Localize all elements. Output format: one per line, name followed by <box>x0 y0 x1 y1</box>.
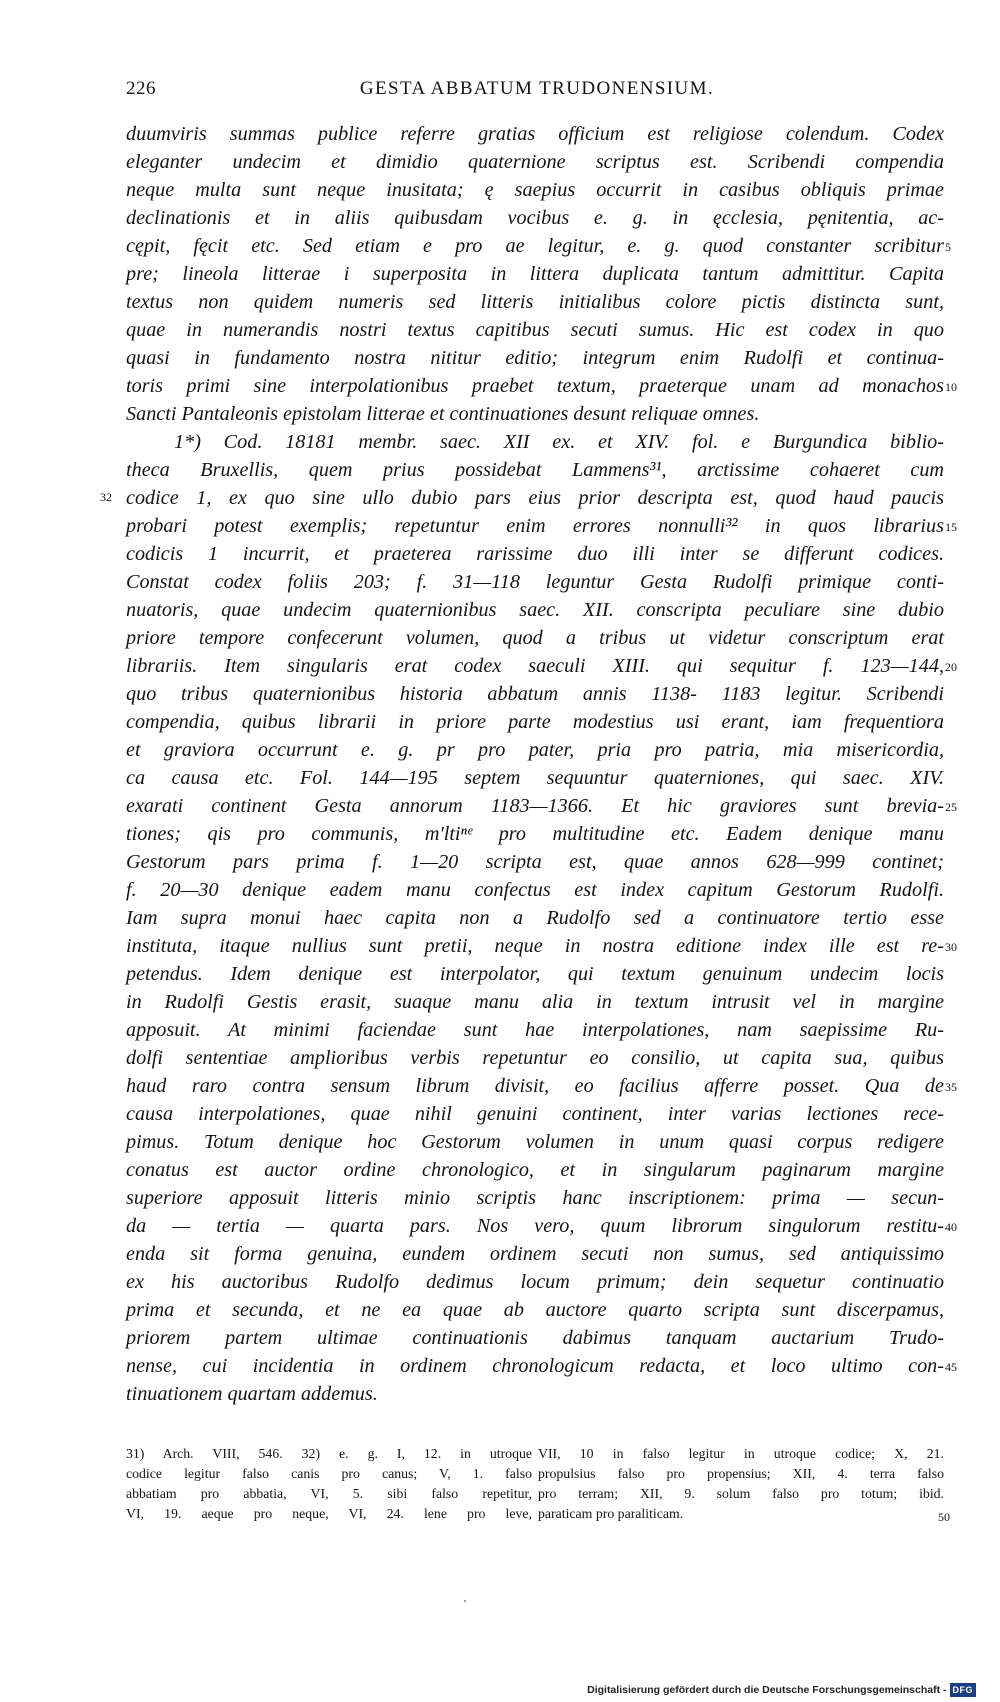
text-line: causa interpolationes, quae nihil genuini continent, inter varias lectiones rece- <box>126 1103 944 1125</box>
margin-line-number: 15 <box>945 520 957 534</box>
text-line: nuatoris, quae undecim quaternionibus saec. XII. conscripta peculiare sine dubio <box>126 599 944 621</box>
text-line: toris primi sine interpolationibus praebet textum, praeterque unam ad monachos <box>126 375 944 397</box>
text-line: quae in numerandis nostri textus capitibus secuti sumus. Hic est codex in quo <box>126 319 944 341</box>
margin-line-number: 32 <box>100 490 112 504</box>
text-line: ex his auctoribus Rudolfo dedimus locum primum; dein sequetur continuatio <box>126 1271 944 1293</box>
text-line: superiore apposuit litteris minio scriptis hanc inscriptionem: prima — secun- <box>126 1187 944 1209</box>
text-line: eleganter undecim et dimidio quaternione scriptus est. Scribendi compendia <box>126 151 944 173</box>
margin-line-number: 50 <box>938 1510 950 1524</box>
digitization-credit <box>587 1682 976 1698</box>
footnote-line: propulsius falso pro propensius; XII, 4. terra falso <box>538 1466 944 1481</box>
text-line: Iam supra monui haec capita non a Rudolfo sed a continuatore tertio esse <box>126 907 944 929</box>
footnote-column-left <box>126 1444 532 1524</box>
text-line: priore tempore confecerunt volumen, quod a tribus ut videtur conscriptum erat <box>126 627 944 649</box>
text-line: conatus est auctor ordine chronologico, et in singularum paginarum margine <box>126 1159 944 1181</box>
margin-line-number: 10 <box>945 380 957 394</box>
text-line: theca Bruxellis, quem prius possidebat Lammens³¹, arctissime cohaeret cum <box>126 459 944 481</box>
margin-line-number: 5 <box>945 240 951 254</box>
margin-line-number: 45 <box>945 1360 957 1374</box>
text-line: petendus. Idem denique est interpolator, qui textum genuinum undecim locis <box>126 963 944 985</box>
margin-line-number: 25 <box>945 800 957 814</box>
running-header <box>126 78 948 108</box>
text-line: apposuit. At minimi faciendae sunt hae interpolationes, nam saepissime Ru- <box>126 1019 944 1041</box>
text-line: priorem partem ultimae continuationis dabimus tanquam auctarium Trudo- <box>126 1327 944 1349</box>
text-line: enda sit forma genuina, eundem ordinem secuti non sumus, sed antiquissimo <box>126 1243 944 1265</box>
text-line: duumviris summas publice referre gratias officium est religiose colendum. Codex <box>126 123 944 145</box>
text-line: f. 20—30 denique eadem manu confectus est index capitum Gestorum Rudolfi. <box>126 879 944 901</box>
margin-line-number: 20 <box>945 660 957 674</box>
footnote-line: VI, 19. aeque pro neque, VI, 24. lene pro leve, <box>126 1506 532 1521</box>
text-line: ca causa etc. Fol. 144—195 septem sequuntur quaterniones, qui saec. XIV. <box>126 767 944 789</box>
text-line: Gestorum pars prima f. 1—20 scripta est, quae annos 628—999 continet; <box>126 851 944 873</box>
text-line: quo tribus quaternionibus historia abbatum annis 1138- 1183 legitur. Scribendi <box>126 683 944 705</box>
text-line: Constat codex foliis 203; f. 31—118 leguntur Gesta Rudolfi primique conti- <box>126 571 944 593</box>
scan-speck <box>464 1600 466 1602</box>
text-line: haud raro contra sensum librum divisit, eo facilius afferre posset. Qua de <box>126 1075 944 1097</box>
margin-line-number: 40 <box>945 1220 957 1234</box>
text-line: probari potest exemplis; repetuntur enim errores nonnulli³² in quos librarius <box>126 515 944 537</box>
text-line: neque multa sunt neque inusitata; ę saepius occurrit in casibus obliquis primae <box>126 179 944 201</box>
text-line: codicis 1 incurrit, et praeterea rarissime duo illi inter se differunt codices. <box>126 543 944 565</box>
page-number: 226 <box>126 78 156 99</box>
text-line: textus non quidem numeris sed litteris initialibus colore pictis distincta sunt, <box>126 291 944 313</box>
footnote-line: abbatiam pro abbatia, VI, 5. sibi falso repetitur, <box>126 1486 532 1501</box>
running-title: GESTA ABBATUM TRUDONENSIUM. <box>359 78 715 99</box>
footnote-line: VII, 10 in falso legitur in utroque codice; X, 21. <box>538 1446 944 1461</box>
text-line: 1*) Cod. 18181 membr. saec. XII ex. et XIV. fol. e Burgundica biblio- <box>174 431 944 453</box>
text-line: cępit, fęcit etc. Sed etiam e pro ae legitur, e. g. quod constanter scribitur <box>126 235 944 257</box>
text-line: librariis. Item singularis erat codex saeculi XIII. qui sequitur f. 123—144, <box>126 655 944 677</box>
footnote-line: paraticam pro paraliticam. <box>538 1506 684 1521</box>
text-line: da — tertia — quarta pars. Nos vero, quum librorum singulorum restitu- <box>126 1215 944 1237</box>
text-line: declinationis et in aliis quibusdam vocibus e. g. in ęcclesia, pęnitentia, ac- <box>126 207 944 229</box>
text-line: dolfi sententiae amplioribus verbis repetuntur eo consilio, ut capita sua, quibus <box>126 1047 944 1069</box>
text-line: Sancti Pantaleonis epistolam litterae et continuationes desunt reliquae omnes. <box>126 403 760 425</box>
text-line: quasi in fundamento nostra nititur editio; integrum enim Rudolfi et continua- <box>126 347 944 369</box>
text-line: tinuationem quartam addemus. <box>126 1383 378 1405</box>
text-line: in Rudolfi Gestis erasit, suaque manu alia in textum intrusit vel in margine <box>126 991 944 1013</box>
footnote-column-right <box>538 1444 944 1524</box>
text-line: codice 1, ex quo sine ullo dubio pars eius prior descripta est, quod haud paucis <box>126 487 944 509</box>
dfg-logo-icon: DFG <box>950 1683 977 1697</box>
footnote-line: pro terram; XII, 9. solum falso pro totum; ibid. <box>538 1486 944 1501</box>
footnote-line: codice legitur falso canis pro canus; V, 1. falso <box>126 1466 532 1481</box>
text-line: et graviora occurrunt e. g. pr pro pater, pria pro patria, mia misericordia, <box>126 739 944 761</box>
text-line: compendia, quibus librarii in priore parte modestius usi erant, iam frequentiora <box>126 711 944 733</box>
text-line: pimus. Totum denique hoc Gestorum volumen in unum quasi corpus redigere <box>126 1131 944 1153</box>
credit-text: Digitalisierung gefördert durch die Deutsche Forschungsgemeinschaft - <box>587 1684 947 1696</box>
text-line: tiones; qis pro communis, m'ltiⁿᵉ pro multitudine etc. Eadem denique manu <box>126 823 944 845</box>
text-line: nense, cui incidentia in ordinem chronologicum redacta, et loco ultimo con- <box>126 1355 944 1377</box>
text-line: prima et secunda, et ne ea quae ab auctore quarto scripta sunt discerpamus, <box>126 1299 944 1321</box>
text-line: instituta, itaque nullius sunt pretii, neque in nostra editione index ille est re- <box>126 935 944 957</box>
footnote-line: 31) Arch. VIII, 546. 32) e. g. I, 12. in utroque <box>126 1446 532 1461</box>
margin-line-number: 30 <box>945 940 957 954</box>
text-line: pre; lineola litterae i superposita in littera duplicata tantum admittitur. Capita <box>126 263 944 285</box>
margin-line-number: 35 <box>945 1080 957 1094</box>
text-line: exarati continent Gesta annorum 1183—1366. Et hic graviores sunt brevia- <box>126 795 944 817</box>
